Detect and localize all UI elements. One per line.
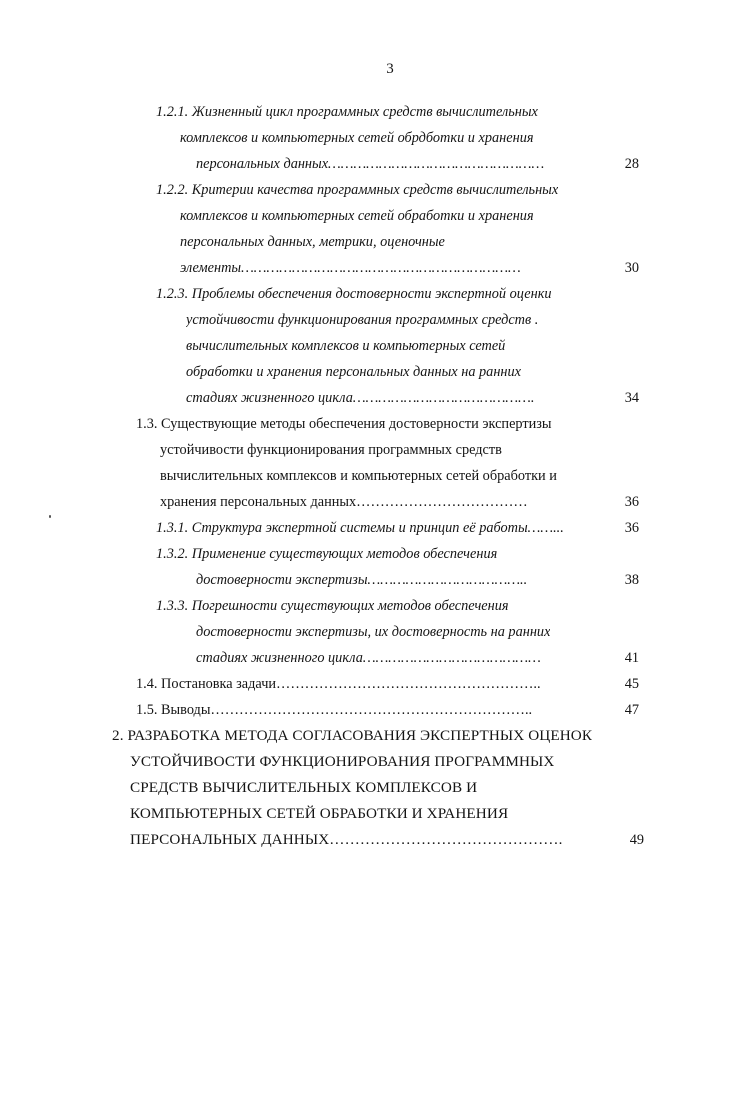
toc-line: элементы………………………………………………………… (180, 260, 521, 276)
scan-speck (49, 515, 51, 518)
toc-line: комплексов и компьютерных сетей обработки и хранения (180, 208, 534, 224)
toc-page-number: 49 (629, 832, 644, 848)
toc-line: достоверности экспертизы, их достоверность на ранних (196, 624, 551, 640)
toc-line: 1.3.1. Структура экспертной системы и принцип её работы……... (156, 520, 564, 536)
toc-page-number: 30 (624, 260, 639, 276)
toc-line: 1.4. Постановка задачи……………………………………………….. (136, 676, 541, 692)
toc-line: устойчивости функционирования программных средств . (186, 312, 539, 328)
toc-page-number: 47 (624, 702, 639, 718)
toc-line: 1.3.3. Погрешности существующих методов обеспечения (156, 598, 509, 614)
toc-line: достоверности экспертизы……………………………….. (196, 572, 528, 588)
toc-line: персональных данных, метрики, оценочные (180, 234, 445, 250)
toc-line: устойчивости функционирования программных средств (160, 442, 502, 458)
toc-page-number: 41 (624, 650, 639, 666)
toc-line: вычислительных комплексов и компьютерных сетей обработки и (160, 468, 557, 484)
toc-page-number: 34 (624, 390, 639, 406)
toc-line: стадиях жизненного цикла…………………………………… (196, 650, 541, 666)
toc-line: вычислительных комплексов и компьютерных сетей (186, 338, 506, 354)
toc-line: 1.3. Существующие методы обеспечения достоверности экспертизы (136, 416, 552, 432)
toc-line: 1.2.3. Проблемы обеспечения достоверности экспертной оценки (156, 286, 552, 302)
toc-page-number: 36 (624, 520, 639, 536)
toc-line: хранения персональных данных……………………………… (160, 494, 528, 510)
toc-line: 1.3.2. Применение существующих методов обеспечения (156, 546, 498, 562)
toc-line: комплексов и компьютерных сетей обрдботки и хранения (180, 130, 534, 146)
toc-line: 2. РАЗРАБОТКА МЕТОДА СОГЛАСОВАНИЯ ЭКСПЕРТНЫХ ОЦЕНОК (112, 727, 593, 744)
toc-line: персональных данных…………………………………………… (196, 156, 545, 172)
toc-line: обработки и хранения персональных данных на ранних (186, 364, 522, 380)
toc-line: 1.2.2. Критерии качества программных средств вычислительных (156, 182, 559, 198)
toc-page-number: 28 (624, 156, 639, 172)
toc-line: СРЕДСТВ ВЫЧИСЛИТЕЛЬНЫХ КОМПЛЕКСОВ И (130, 779, 478, 796)
toc-line: стадиях жизненного цикла……………………………………. (186, 390, 535, 406)
toc-line: УСТОЙЧИВОСТИ ФУНКЦИОНИРОВАНИЯ ПРОГРАММНЫХ (130, 753, 555, 770)
toc-page-number: 45 (624, 676, 639, 692)
toc-page-number: 36 (624, 494, 639, 510)
toc-line: 1.5. Выводы………………………………………………………….. (136, 702, 533, 718)
toc-line: 1.2.1. Жизненный цикл программных средств вычислительных (156, 104, 538, 120)
page-number: 3 (386, 61, 394, 77)
toc-page-number: 38 (624, 572, 639, 588)
toc-line: ПЕРСОНАЛЬНЫХ ДАННЫХ………………………………………. (130, 831, 563, 848)
toc-line: КОМПЬЮТЕРНЫХ СЕТЕЙ ОБРАБОТКИ И ХРАНЕНИЯ (130, 805, 509, 822)
